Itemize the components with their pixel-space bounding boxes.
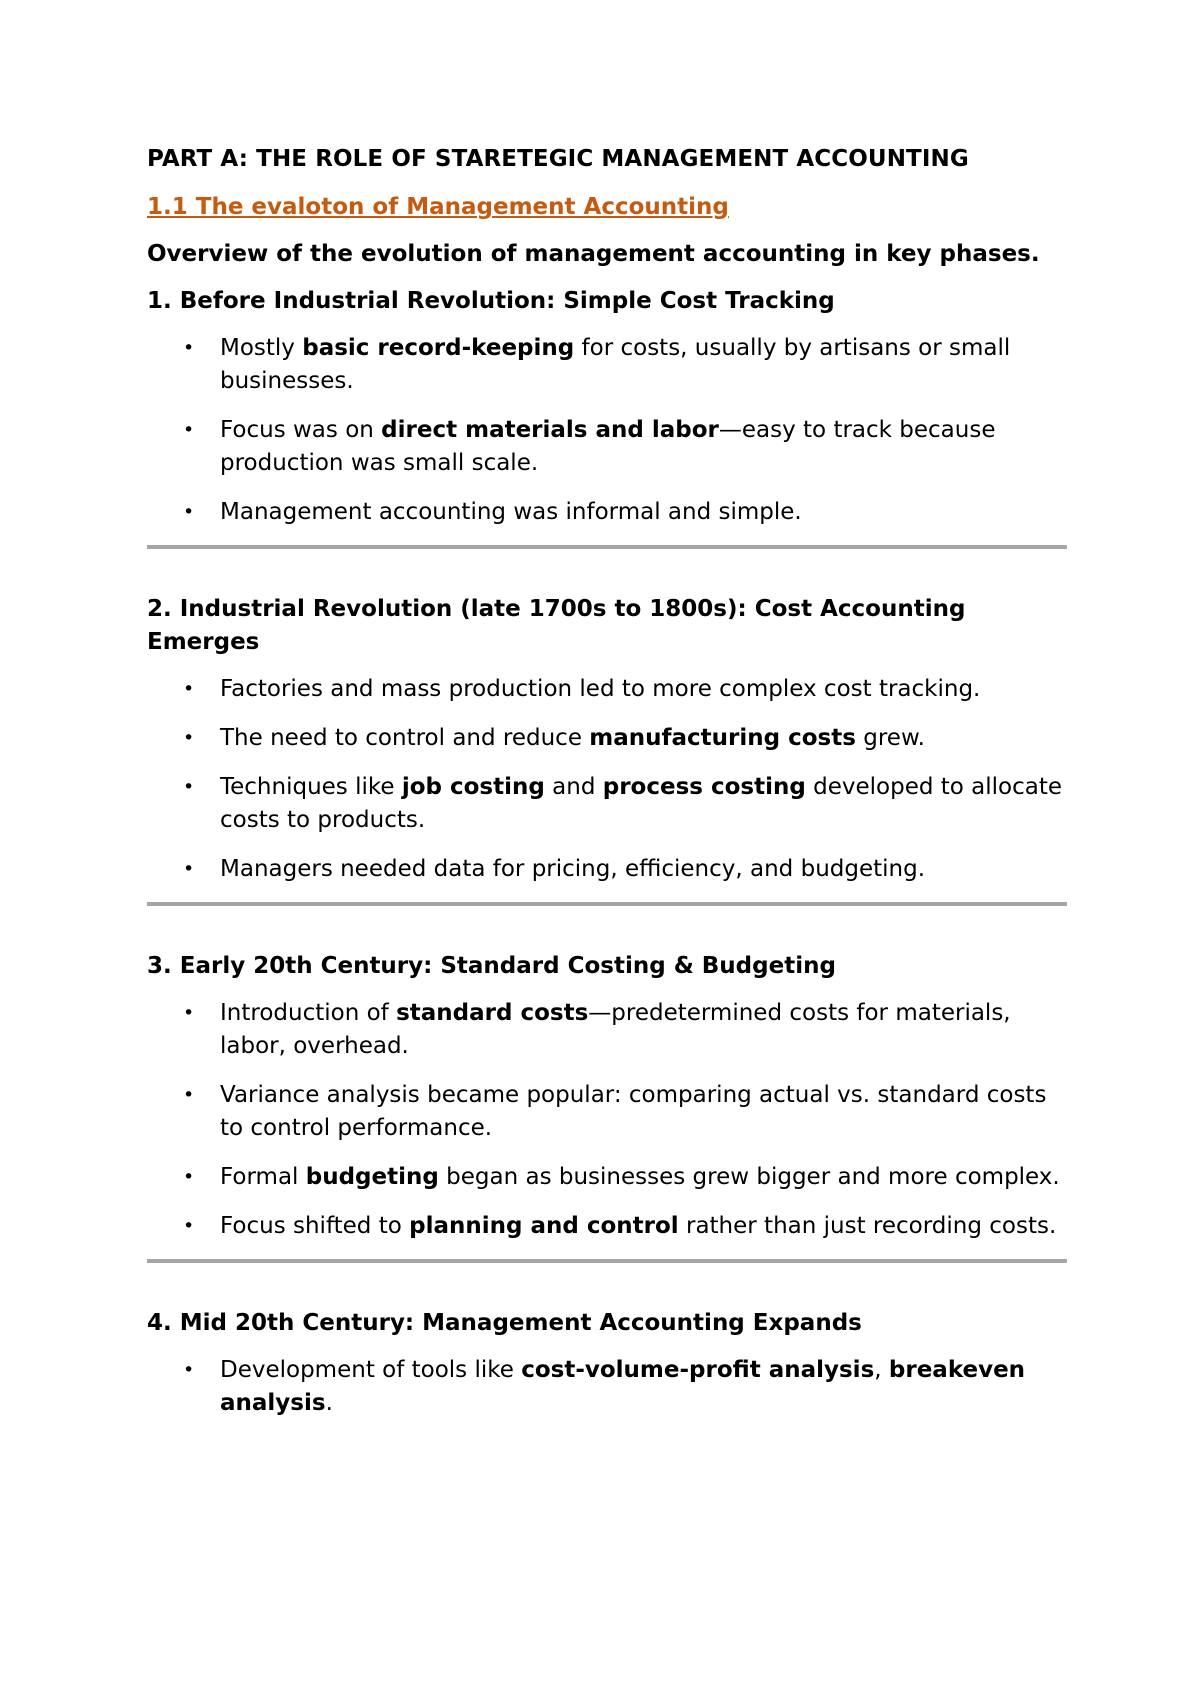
bullet-text: began as businesses grew bigger and more complex.: [438, 1164, 1060, 1190]
bullet-item: [147, 771, 1067, 837]
bold-term: cost-volume-profit analysis: [521, 1357, 875, 1383]
horizontal-divider: [147, 1259, 1067, 1263]
phase-section: [147, 1307, 1067, 1420]
phase-section: [147, 950, 1067, 1263]
bullet-item: [147, 1079, 1067, 1145]
bold-term: process costing: [602, 774, 806, 800]
overview-text: Overview of the evolution of management accounting in key phases.: [147, 241, 1040, 267]
bold-term: planning and control: [409, 1213, 679, 1239]
bold-term: breakeven analysis: [220, 1357, 1026, 1416]
bullet-item: [147, 414, 1067, 480]
bullet-list: [147, 997, 1067, 1243]
bullet-dot-icon: •: [183, 1084, 195, 1106]
bullet-item: [147, 853, 1067, 886]
bullet-item: [147, 496, 1067, 529]
bullet-dot-icon: •: [183, 337, 195, 359]
bold-term: job costing: [401, 774, 545, 800]
bullet-item: [147, 332, 1067, 398]
bold-term: standard costs: [396, 1000, 589, 1026]
bullet-item: [147, 1210, 1067, 1243]
phase-heading: 4. Mid 20th Century: Management Accounting Expands: [147, 1310, 862, 1336]
bold-term: basic record-keeping: [302, 335, 575, 361]
phase-heading: 1. Before Industrial Revolution: Simple Cost Tracking: [147, 288, 835, 314]
bullet-dot-icon: •: [183, 727, 195, 749]
phase-section: [147, 593, 1067, 906]
horizontal-divider: [147, 902, 1067, 906]
bullet-dot-icon: •: [183, 1359, 195, 1381]
part-title: PART A: THE ROLE OF STARETEGIC MANAGEMENT ACCOUNTING: [147, 146, 969, 172]
bullet-item: [147, 997, 1067, 1063]
phases-container: [147, 285, 1067, 1420]
bullet-text: developed to allocate costs to products.: [220, 774, 1063, 833]
bullet-text: Mostly: [220, 335, 303, 361]
bullet-list: [147, 673, 1067, 886]
bullet-list: [147, 332, 1067, 529]
bullet-text: Variance analysis became popular: comparing actual vs. standard costs to control performance.: [220, 1082, 1047, 1141]
phase-heading: 3. Early 20th Century: Standard Costing & Budgeting: [147, 953, 836, 979]
bullet-text: ,: [874, 1357, 889, 1383]
bullet-text: Focus was on: [220, 417, 382, 443]
bullet-text: Introduction of: [220, 1000, 397, 1026]
bullet-text: and: [544, 774, 603, 800]
bold-term: budgeting: [305, 1164, 439, 1190]
bullet-dot-icon: •: [183, 501, 195, 523]
bullet-text: Managers needed data for pricing, efficiency, and budgeting.: [220, 856, 926, 882]
document-page: [147, 142, 1067, 1436]
bullet-item: [147, 673, 1067, 706]
bullet-item: [147, 1161, 1067, 1194]
bullet-text: rather than just recording costs.: [678, 1213, 1057, 1239]
phase-heading: 2. Industrial Revolution (late 1700s to 1800s): Cost Accounting Emerges: [147, 596, 966, 655]
horizontal-divider: [147, 545, 1067, 549]
bullet-text: grew.: [855, 725, 925, 751]
bullet-text: Focus shifted to: [220, 1213, 410, 1239]
bullet-text: Techniques like: [220, 774, 402, 800]
bullet-dot-icon: •: [183, 858, 195, 880]
bullet-item: [147, 1354, 1067, 1420]
section-heading-link[interactable]: 1.1 The evaloton of Management Accounting: [147, 194, 729, 220]
bullet-text: —easy to track because production was small scale.: [220, 417, 996, 476]
bullet-dot-icon: •: [183, 776, 195, 798]
bullet-text: —predetermined costs for materials, labor, overhead.: [220, 1000, 1011, 1059]
bullet-dot-icon: •: [183, 1215, 195, 1237]
phase-section: [147, 285, 1067, 549]
bullet-text: Management accounting was informal and simple.: [220, 499, 802, 525]
bullet-dot-icon: •: [183, 1002, 195, 1024]
bullet-item: [147, 722, 1067, 755]
bullet-dot-icon: •: [183, 419, 195, 441]
bullet-text: .: [325, 1390, 333, 1416]
bullet-text: The need to control and reduce: [220, 725, 590, 751]
bold-term: direct materials and labor: [381, 417, 719, 443]
bullet-dot-icon: •: [183, 678, 195, 700]
bullet-dot-icon: •: [183, 1166, 195, 1188]
bullet-text: for costs, usually by artisans or small businesses.: [220, 335, 1011, 394]
bullet-text: Factories and mass production led to more complex cost tracking.: [220, 676, 981, 702]
bullet-text: Formal: [220, 1164, 306, 1190]
bullet-list: [147, 1354, 1067, 1420]
bold-term: manufacturing costs: [589, 725, 856, 751]
bullet-text: Development of tools like: [220, 1357, 522, 1383]
